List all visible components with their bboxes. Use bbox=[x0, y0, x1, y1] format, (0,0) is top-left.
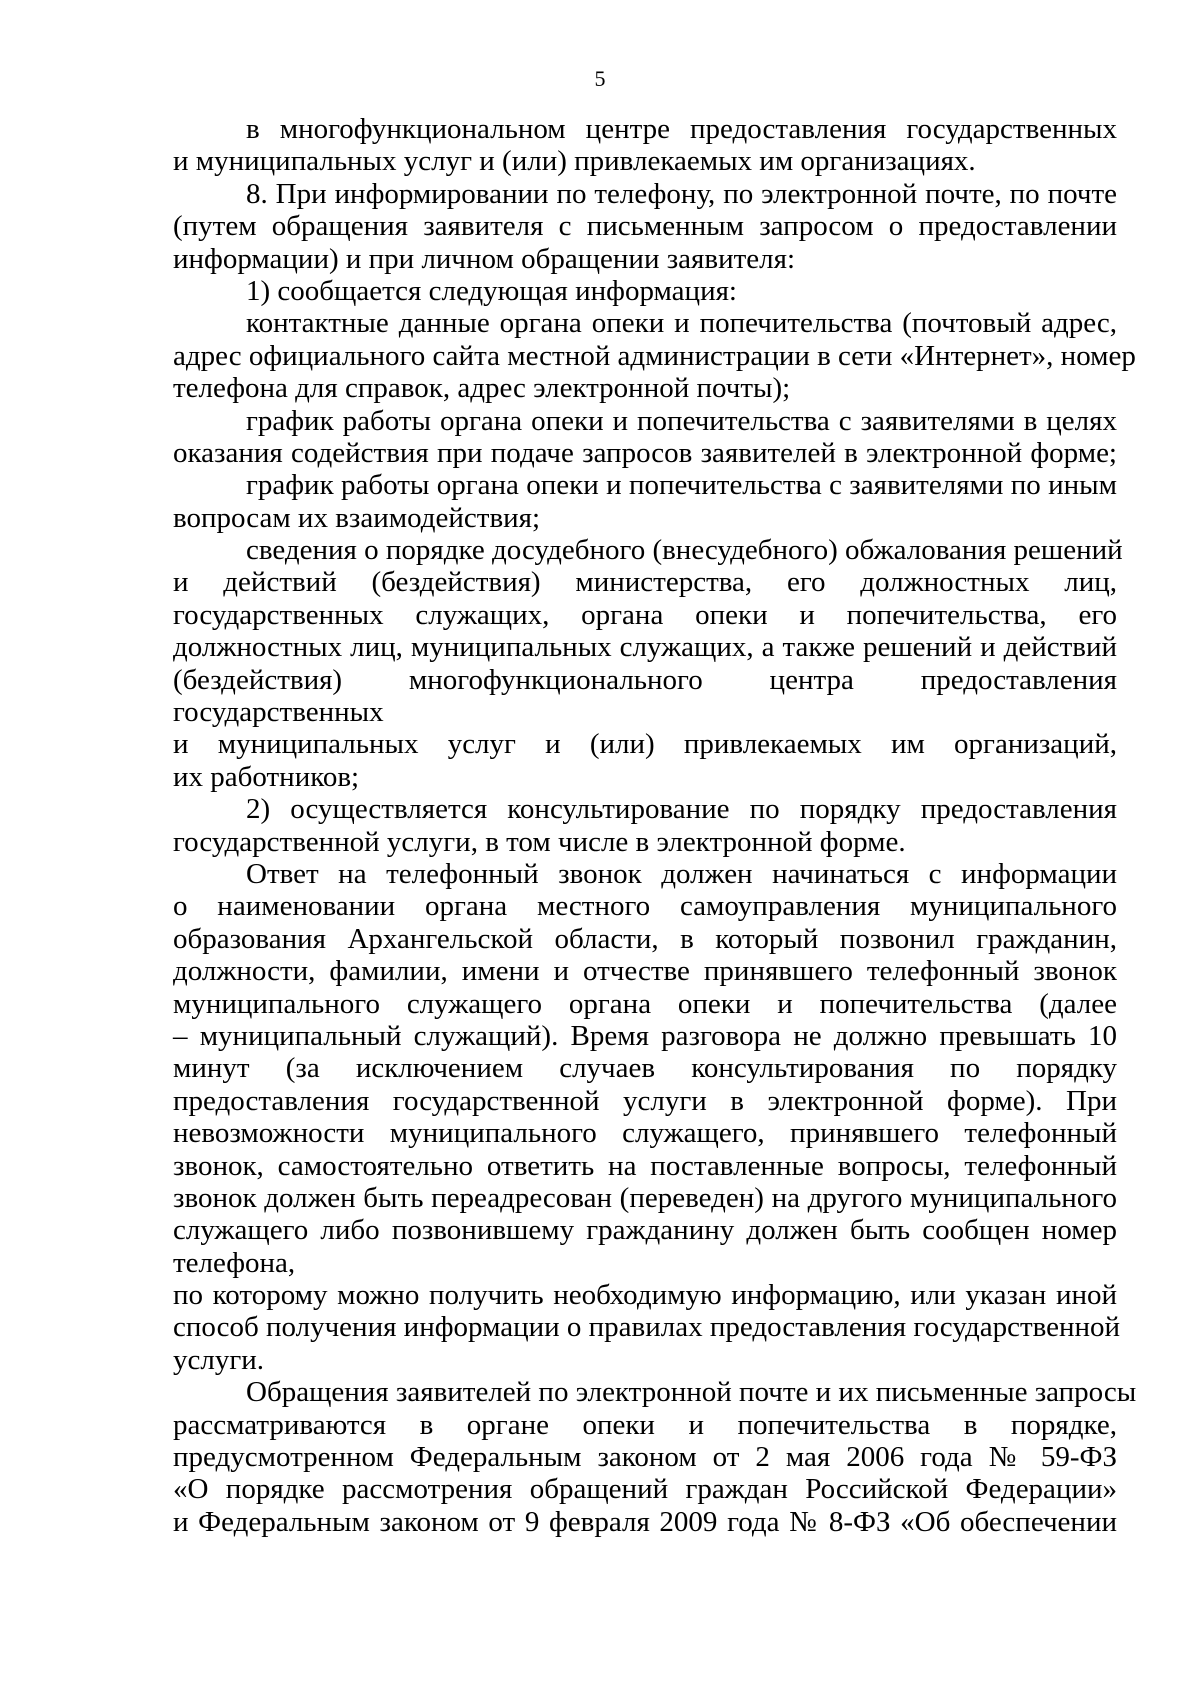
text-line: услуги. bbox=[173, 1343, 265, 1376]
text-line: предоставления государственной услуги в электронной форме). При bbox=[173, 1084, 1117, 1117]
text-line: график работы органа опеки и попечительства с заявителями по иным bbox=[246, 469, 1117, 502]
text-line: оказания содействия при подаче запросов заявителей в электронной форме; bbox=[173, 436, 1117, 469]
text-line: телефона для справок, адрес электронной почты); bbox=[173, 372, 791, 405]
text-line: их работников; bbox=[173, 760, 360, 793]
text-line: образования Архангельской области, в который позвонил гражданин, bbox=[173, 922, 1117, 955]
text-line: звонок, самостоятельно ответить на поставленные вопросы, телефонный bbox=[173, 1149, 1117, 1182]
text-line: (путем обращения заявителя с письменным запросом о предоставлении bbox=[173, 210, 1117, 243]
text-line: звонок должен быть переадресован (переведен) на другого муниципального bbox=[173, 1181, 1117, 1214]
text-line: информации) и при личном обращении заявителя: bbox=[173, 242, 796, 275]
text-line: вопросам их взаимодействия; bbox=[173, 501, 541, 534]
text-line: Ответ на телефонный звонок должен начинаться с информации bbox=[246, 857, 1117, 890]
text-line: 8. При информировании по телефону, по электронной почте, по почте bbox=[246, 177, 1117, 210]
text-line: и действий (бездействия) министерства, его должностных лиц, bbox=[173, 566, 1117, 599]
text-line: телефона, bbox=[173, 1246, 296, 1279]
text-line: и Федеральным законом от 9 февраля 2009 года № 8-ФЗ «Об обеспечении bbox=[173, 1505, 1117, 1538]
text-line: минут (за исключением случаев консультирования по порядку bbox=[173, 1052, 1117, 1085]
text-line: – муниципальный служащий). Время разговора не должно превышать 10 bbox=[173, 1019, 1117, 1052]
text-line: государственной услуги, в том числе в электронной форме. bbox=[173, 825, 906, 858]
text-line: 1) сообщается следующая информация: bbox=[246, 274, 737, 307]
text-line: должности, фамилии, имени и отчестве принявшего телефонный звонок bbox=[173, 955, 1117, 988]
text-line: адрес официального сайта местной администрации в сети «Интернет», номер bbox=[173, 339, 1136, 372]
text-line: (бездействия) многофункционального центра предоставления bbox=[173, 663, 1117, 696]
text-line: в многофункциональном центре предоставления государственных bbox=[246, 113, 1117, 145]
text-line: служащего либо позвонившему гражданину должен быть сообщен номер bbox=[173, 1214, 1117, 1247]
text-line: муниципального служащего органа опеки и попечительства (далее bbox=[173, 987, 1117, 1020]
text-line: о наименовании органа местного самоуправления муниципального bbox=[173, 890, 1117, 923]
text-line: государственных bbox=[173, 696, 384, 729]
text-line: контактные данные органа опеки и попечительства (почтовый адрес, bbox=[246, 307, 1117, 340]
text-line: рассматриваются в органе опеки и попечительства в порядке, bbox=[173, 1408, 1117, 1441]
document-body bbox=[173, 113, 1137, 1538]
text-line: по которому можно получить необходимую информацию, или указан иной bbox=[173, 1279, 1117, 1312]
text-line: предусмотренном Федеральным законом от 2 мая 2006 года № 59-ФЗ bbox=[173, 1441, 1117, 1474]
text-line: и муниципальных услуг и (или) привлекаемых им организациях. bbox=[173, 145, 976, 178]
text-line: способ получения информации о правилах предоставления государственной bbox=[173, 1311, 1121, 1344]
text-line: и муниципальных услуг и (или) привлекаемых им организаций, bbox=[173, 728, 1117, 761]
text-line: Обращения заявителей по электронной почте и их письменные запросы bbox=[246, 1376, 1137, 1409]
text-line: невозможности муниципального служащего, принявшего телефонный bbox=[173, 1117, 1117, 1150]
text-line: график работы органа опеки и попечительства с заявителями в целях bbox=[246, 404, 1117, 437]
page-number: 5 bbox=[594, 66, 606, 91]
text-line: государственных служащих, органа опеки и попечительства, его bbox=[173, 598, 1117, 631]
text-line: 2) осуществляется консультирование по порядку предоставления bbox=[246, 793, 1117, 826]
text-line: сведения о порядке досудебного (внесудебного) обжалования решений bbox=[246, 534, 1123, 567]
text-line: «О порядке рассмотрения обращений граждан Российской Федерации» bbox=[173, 1473, 1117, 1506]
text-line: должностных лиц, муниципальных служащих, а также решений и действий bbox=[173, 631, 1117, 664]
